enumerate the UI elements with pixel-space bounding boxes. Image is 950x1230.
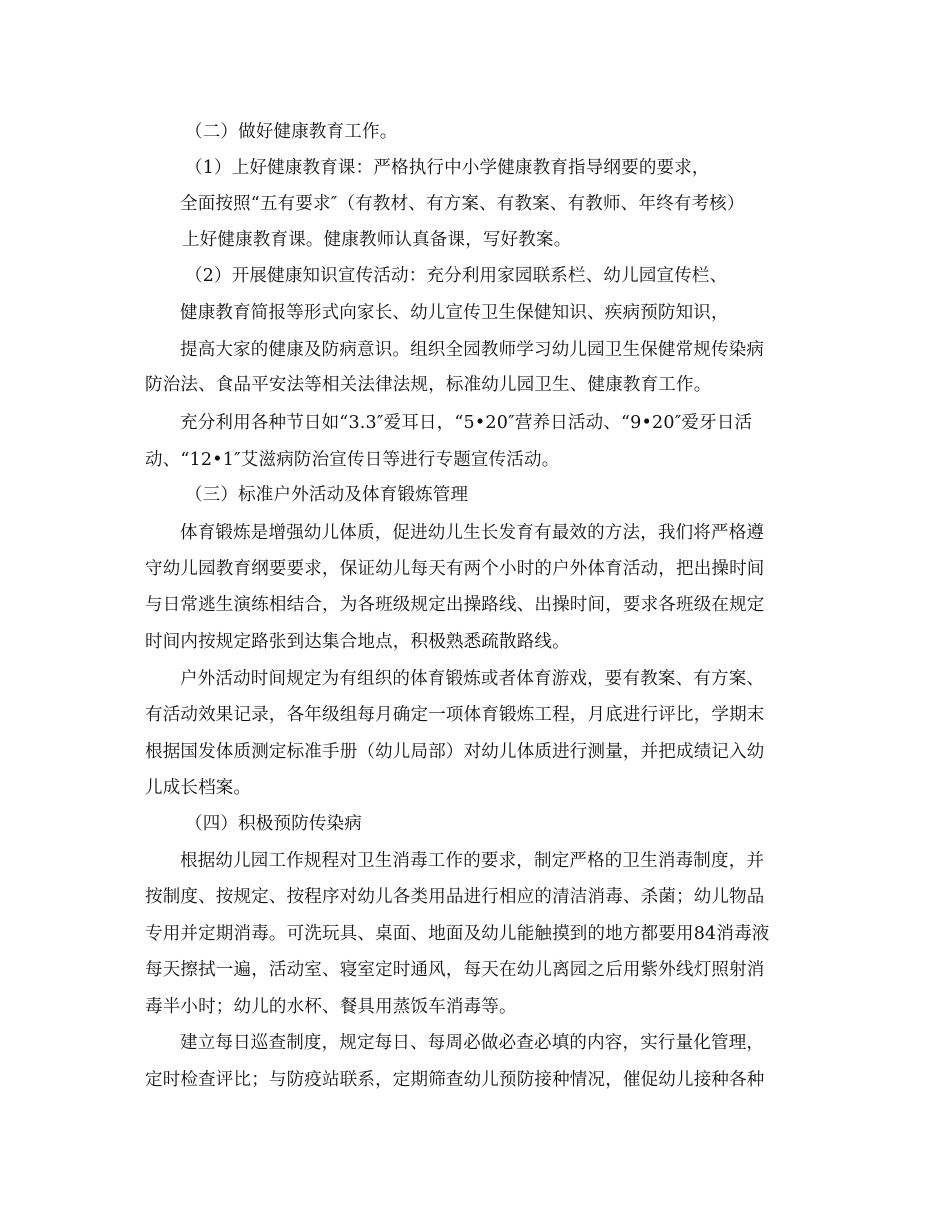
paragraph-line: 根据幼儿园工作规程对卫生消毒工作的要求，制定严格的卫生消毒制度，并 xyxy=(180,851,765,871)
paragraph-line: 充分利用各种节日如“3.3″爱耳日，“5•20″营养日活动、“9•20″爱牙日活 xyxy=(180,413,753,433)
paragraph-line: 每天擦拭一遍，活动室、寝室定时通风，每天在幼儿离园之后用紫外线灯照射消 xyxy=(145,960,765,980)
paragraph-line: 守幼儿园教育纲要要求，保证幼儿每天有两个小时的户外体育活动，把出操时间 xyxy=(145,559,765,579)
paragraph-line: 专用并定期消毒。可洗玩具、桌面、地面及幼儿能触摸到的地方都要用84消毒液 xyxy=(145,924,770,944)
section-heading-3: （三）标准户外活动及体育锻炼管理 xyxy=(185,485,469,505)
section-heading-2: （二）做好健康教育工作。 xyxy=(185,122,398,142)
paragraph-line: 定时检查评比；与防疫站联系，定期筛查幼儿预防接种情况，催促幼儿接种各种 xyxy=(145,1070,765,1090)
paragraph-line: 动、“12•1″艾滋病防治宣传日等进行专题宣传活动。 xyxy=(145,450,560,470)
paragraph-line: （1）上好健康教育课：严格执行中小学健康教育指导纲要的要求， xyxy=(185,158,710,178)
paragraph-line: 户外活动时间规定为有组织的体育锻炼或者体育游戏，要有教案、有方案、 xyxy=(180,669,765,689)
section-heading-4: （四）积极预防传染病 xyxy=(185,814,362,834)
paragraph-line: 提高大家的健康及防病意识。组织全园教师学习幼儿园卫生保健常规传染病 xyxy=(180,340,765,360)
paragraph-line: （2）开展健康知识宣传活动：充分利用家园联系栏、幼儿园宣传栏、 xyxy=(185,266,728,286)
paragraph-line: 儿成长档案。 xyxy=(145,778,252,798)
paragraph-line: 时间内按规定路张到达集合地点，积极熟悉疏散路线。 xyxy=(145,632,570,652)
paragraph-line: 根据国发体质测定标准手册（幼儿局部）对幼儿体质进行测量，并把成绩记入幼 xyxy=(145,742,765,762)
paragraph-line: 上好健康教育课。健康教师认真备课，写好教案。 xyxy=(182,230,572,250)
paragraph-line: 有活动效果记录，各年级组每月确定一项体育锻炼工程，月底进行评比，学期末 xyxy=(145,705,765,725)
paragraph-line: 毒半小时；幼儿的水杯、餐具用蒸饭车消毒等。 xyxy=(145,997,517,1017)
paragraph-line: 建立每日巡查制度，规定每日、每周必做必查必填的内容，实行量化管理， xyxy=(180,1033,765,1053)
paragraph-line: 体育锻炼是增强幼儿体质，促进幼儿生长发育有最效的方法，我们将严格遵 xyxy=(180,523,765,543)
paragraph-line: 与日常逃生演练相结合，为各班级规定出操路线、出操时间，要求各班级在规定 xyxy=(145,595,765,615)
paragraph-line: 全面按照“五有要求″（有教材、有方案、有教案、有教师、年终有考核） xyxy=(180,194,745,214)
paragraph-line: 防治法、食品平安法等相关法律法规，标准幼儿园卫生、健康教育工作。 xyxy=(145,375,712,395)
paragraph-line: 按制度、按规定、按程序对幼儿各类用品进行相应的清洁消毒、杀菌；幼儿物品 xyxy=(145,887,765,907)
paragraph-line: 健康教育简报等形式向家长、幼儿宣传卫生保健知识、疾病预防知识， xyxy=(180,303,729,323)
